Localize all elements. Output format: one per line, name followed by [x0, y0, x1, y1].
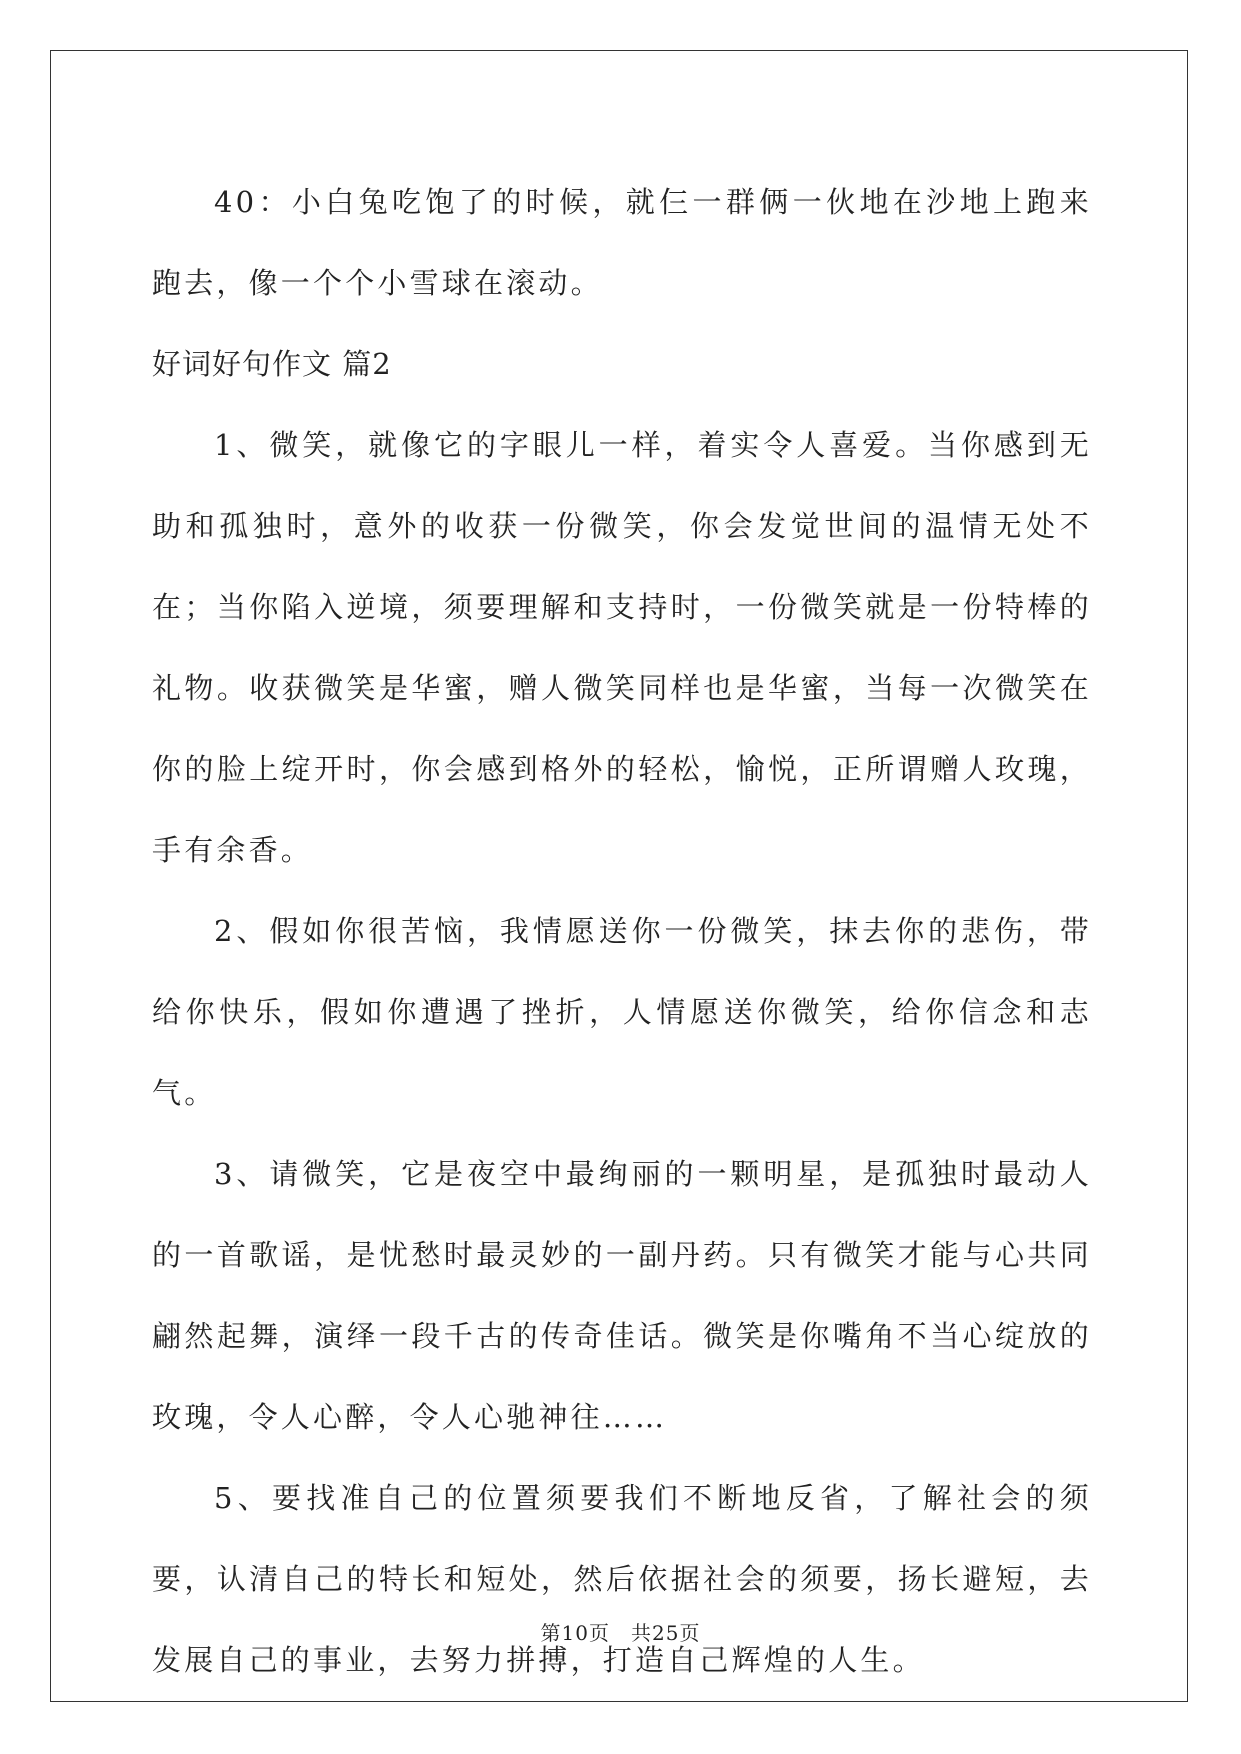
- paragraph-2: 2、假如你很苦恼，我情愿送你一份微笑，抹去你的悲伤，带给你快乐，假如你遭遇了挫折，人情愿送你微笑，给你信念和志气。: [152, 914, 1092, 1110]
- document-body: [152, 162, 1092, 1701]
- page-number: 第10页 共25页: [540, 1621, 701, 1645]
- paragraph-3: 3、请微笑，它是夜空中最绚丽的一颗明星，是孤独时最动人的一首歌谣，是忧愁时最灵妙的一副丹药。只有微笑才能与心共同翩然起舞，演绎一段千古的传奇佳话。微笑是你嘴角不当心绽放的玫瑰，令人心醉，令人心驰神往……: [152, 1157, 1092, 1434]
- section-heading: 好词好句作文 篇2: [152, 347, 392, 381]
- paragraph-1: 1、微笑，就像它的字眼儿一样，着实令人喜爱。当你感到无助和孤独时，意外的收获一份微笑，你会发觉世间的温情无处不在；当你陷入逆境，须要理解和支持时，一份微笑就是一份特棒的礼物。收获微笑是华蜜，赠人微笑同样也是华蜜，当每一次微笑在你的脸上绽开时，你会感到格外的轻松，愉悦，正所谓赠人玫瑰，手有余香。: [152, 428, 1092, 867]
- paragraph-40: 40：小白兔吃饱了的时候，就仨一群俩一伙地在沙地上跑来跑去，像一个个小雪球在滚动。: [152, 185, 1092, 300]
- paragraph-5: 5、要找准自己的位置须要我们不断地反省，了解社会的须要，认清自己的特长和短处，然后依据社会的须要，扬长避短，去发展自己的事业，去努力拼搏，打造自己辉煌的人生。: [152, 1481, 1092, 1677]
